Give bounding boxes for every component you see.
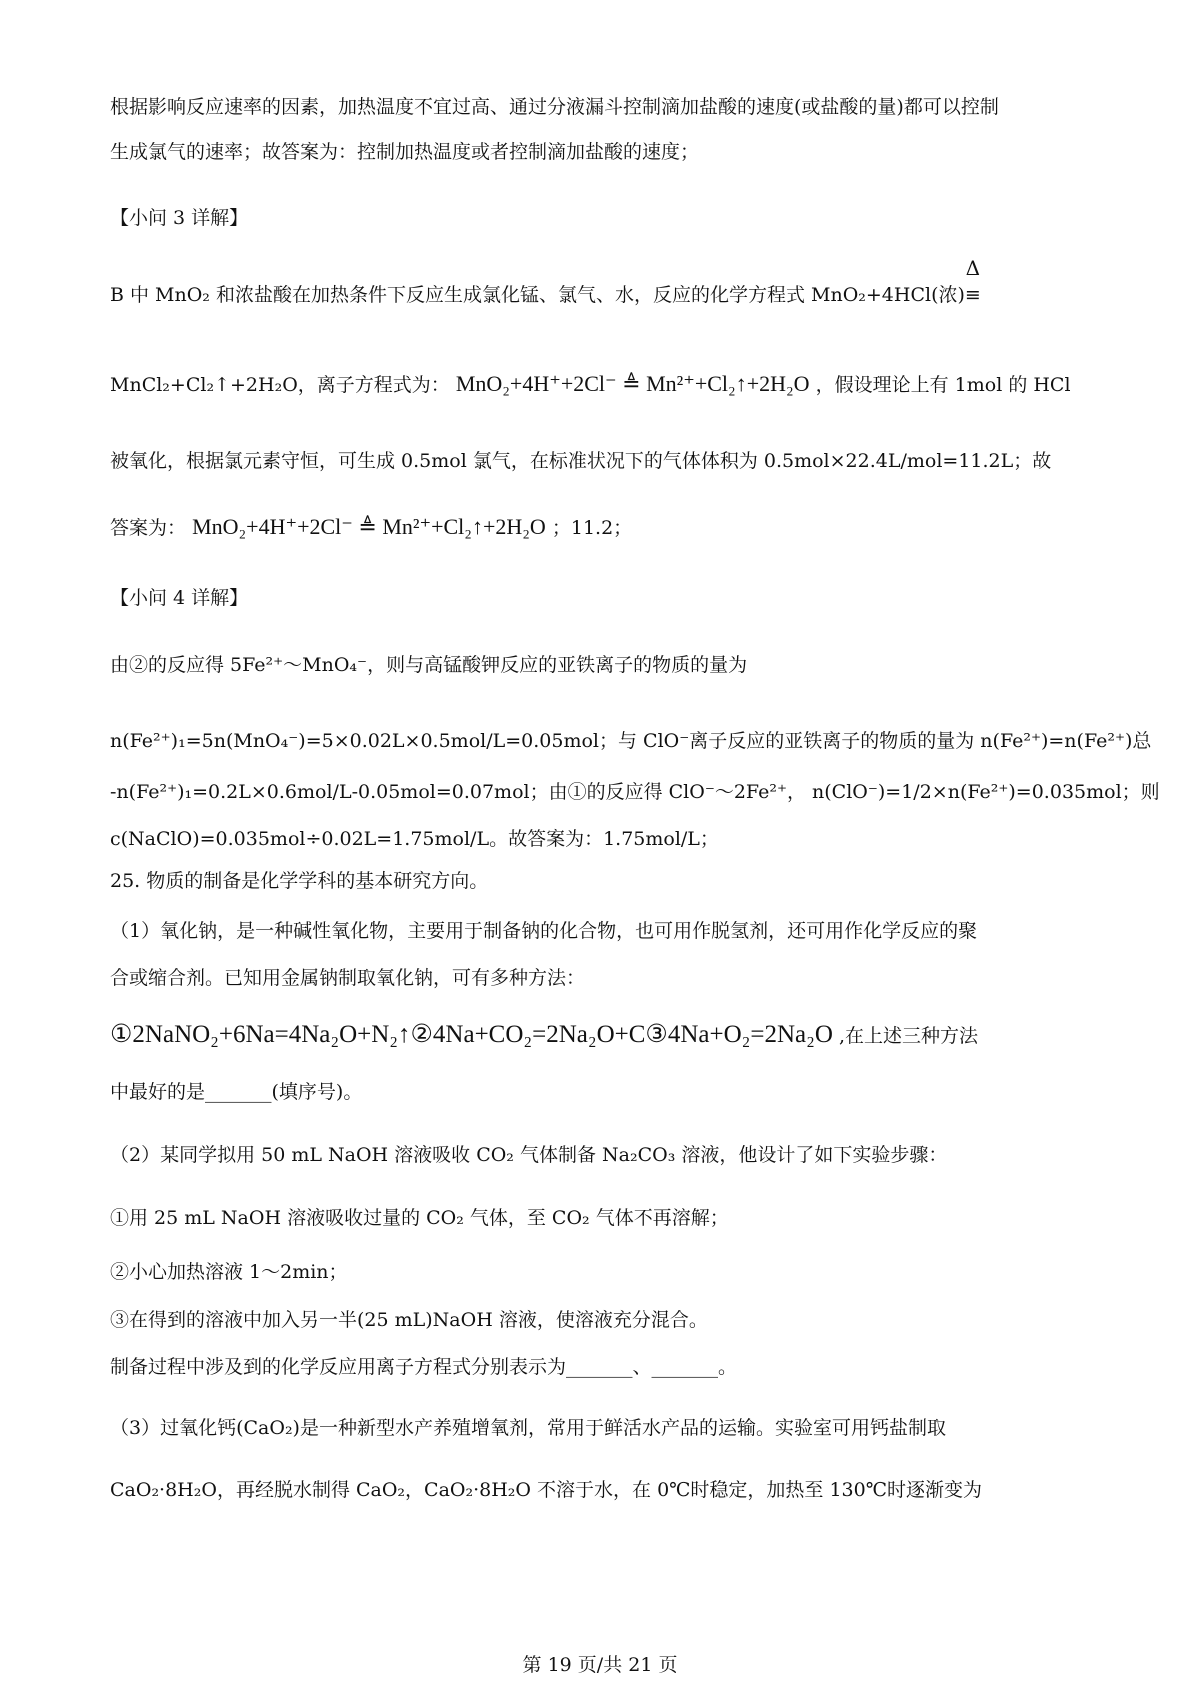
text-line	[110, 369, 1071, 400]
text-line: c(NaClO)=0.035mol÷0.02L=1.75mol/L。故答案为：1.75mol/L；	[110, 828, 719, 850]
text-line: （2）某同学拟用 50 mL NaOH 溶液吸收 CO₂ 气体制备 Na₂CO₃ 溶液，他设计了如下实验步骤：	[110, 1144, 948, 1166]
text-line: 由②的反应得 5Fe²⁺～MnO₄⁻，则与高锰酸钾反应的亚铁离子的物质的量为	[110, 654, 748, 676]
text-line: 中最好的是_______(填序号)。	[110, 1081, 363, 1103]
heating-equals-sign: Δ ≡	[964, 256, 981, 306]
text-line-content: ；11.2；	[551, 517, 633, 539]
text-line: 制备过程中涉及到的化学反应用离子方程式分别表示为_______、_______。	[110, 1356, 738, 1378]
text-line: CaO₂·8H₂O，再经脱水制得 CaO₂，CaO₂·8H₂O 不溶于水，在 0℃时稳定，加热至 130℃时逐渐变为	[110, 1479, 982, 1501]
text-line-content: ,在上述三种方法	[838, 1025, 978, 1047]
text-line: ①用 25 mL NaOH 溶液吸收过量的 CO₂ 气体，至 CO₂ 气体不再溶解；	[110, 1207, 729, 1229]
ionic-equation: MnO₂+4H⁺+2Cl⁻ ≜ Mn²⁺+Cl₂↑+2H₂O	[455, 371, 810, 396]
text-line: 合或缩合剂。已知用金属钠制取氧化钠，可有多种方法：	[110, 967, 586, 989]
question-title: 25. 物质的制备是化学学科的基本研究方向。	[110, 870, 489, 892]
text-line-content: 答案为：	[110, 517, 187, 539]
text-line: ②小心加热溶液 1～2min；	[110, 1261, 348, 1283]
text-line: 生成氯气的速率；故答案为：控制加热温度或者控制滴加盐酸的速度；	[110, 141, 700, 163]
text-line: -n(Fe²⁺)₁=0.2L×0.6mol/L-0.05mol=0.07mol；由①的反应得 ClO⁻～2Fe²⁺， n(ClO⁻)=1/2×n(Fe²⁺)=0.035mol；则	[110, 781, 1160, 803]
text-line-content: MnCl₂+Cl₂↑+2H₂O，离子方程式为：	[110, 374, 450, 396]
text-line: 根据影响反应速率的因素，加热温度不宜过高、通过分液漏斗控制滴加盐酸的速度(或盐酸的量)都可以控制	[110, 96, 999, 118]
text-line: 被氧化，根据氯元素守恒，可生成 0.5mol 氯气，在标准状况下的气体体积为 0.5mol×22.4L/mol=11.2L；故	[110, 450, 1052, 472]
section-heading: 【小问 3 详解】	[110, 207, 249, 229]
text-line	[110, 1020, 978, 1051]
text-line-content: B 中 MnO₂ 和浓盐酸在加热条件下反应生成氯化锰、氯气、水，反应的化学方程式 MnO₂+4HCl(浓)	[110, 284, 965, 306]
text-line-content: ，假设理论上有 1mol 的 HCl	[815, 374, 1071, 396]
ionic-equation: MnO₂+4H⁺+2Cl⁻ ≜ Mn²⁺+Cl₂↑+2H₂O	[192, 514, 546, 539]
page-number: 第 19 页/共 21 页	[522, 1654, 678, 1676]
text-line	[110, 512, 632, 543]
text-line: n(Fe²⁺)₁=5n(MnO₄⁻)=5×0.02L×0.5mol/L=0.05mol；与 ClO⁻离子反应的亚铁离子的物质的量为 n(Fe²⁺)=n(Fe²⁺)总	[110, 730, 1152, 752]
text-line: ③在得到的溶液中加入另一半(25 mL)NaOH 溶液，使溶液充分混合。	[110, 1309, 708, 1331]
text-line: （1）氧化钠，是一种碱性氧化物，主要用于制备钠的化合物，也可用作脱氢剂，还可用作化学反应的聚	[110, 920, 978, 942]
reaction-equations: ①2NaNO₂+6Na=4Na₂O+N₂↑②4Na+CO₂=2Na₂O+C③4Na+O₂=2Na₂O	[110, 1021, 833, 1048]
text-line	[110, 256, 981, 310]
section-heading: 【小问 4 详解】	[110, 587, 249, 609]
text-line: （3）过氧化钙(CaO₂)是一种新型水产养殖增氧剂，常用于鲜活水产品的运输。实验室可用钙盐制取	[110, 1417, 946, 1439]
